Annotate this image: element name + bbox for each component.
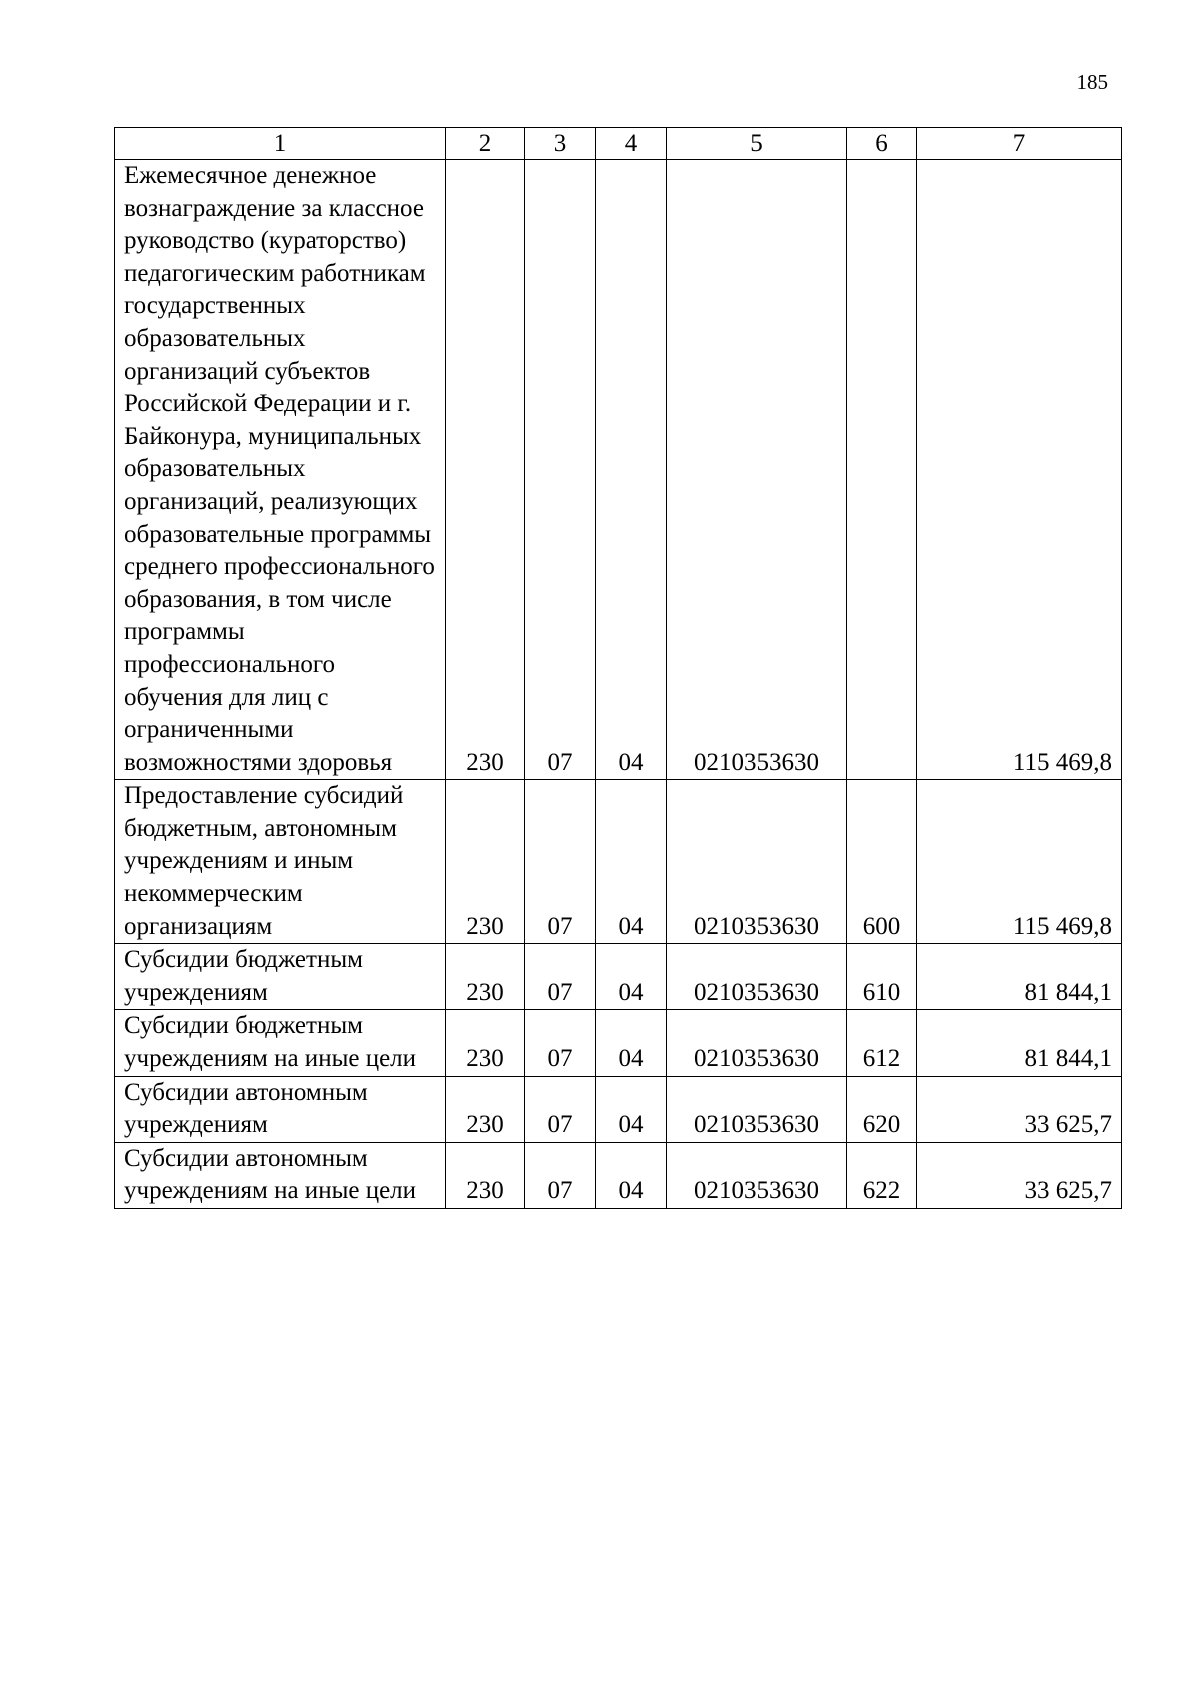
table-row	[115, 1142, 1122, 1208]
amount: 33 625,7	[917, 1142, 1122, 1208]
section-code: 07	[525, 780, 596, 944]
column-number-3: 3	[525, 128, 596, 160]
amount: 115 469,8	[917, 160, 1122, 780]
ministry-code: 230	[446, 160, 525, 780]
target-article-code: 0210353630	[667, 944, 847, 1010]
page-number: 185	[1076, 70, 1108, 94]
target-article-code: 0210353630	[667, 160, 847, 780]
ministry-code: 230	[446, 1076, 525, 1142]
column-number-1: 1	[115, 128, 446, 160]
column-number-row	[115, 128, 1122, 160]
ministry-code: 230	[446, 1142, 525, 1208]
expense-type-code: 612	[847, 1010, 917, 1076]
subsection-code: 04	[596, 160, 667, 780]
target-article-code: 0210353630	[667, 780, 847, 944]
row-name: Ежемесячное денежное вознаграждение за классное руководство (кураторство) педагогическим работникам государственных образовательных организаций субъектов Российской Федерации и г. Байконура, муниципальных образовательных организаций, реализующих образовательные программы среднего профессионального образования, в том числе программы профессионального обучения для лиц с ограниченными возможностями здоровья	[115, 160, 446, 780]
row-name: Субсидии автономным учреждениям	[115, 1076, 446, 1142]
expense-type-code: 622	[847, 1142, 917, 1208]
ministry-code: 230	[446, 1010, 525, 1076]
column-number-5: 5	[667, 128, 847, 160]
section-code: 07	[525, 1142, 596, 1208]
column-number-4: 4	[596, 128, 667, 160]
row-name: Субсидии бюджетным учреждениям	[115, 944, 446, 1010]
table-row	[115, 944, 1122, 1010]
table-row	[115, 1010, 1122, 1076]
expense-type-code: 610	[847, 944, 917, 1010]
section-code: 07	[525, 160, 596, 780]
target-article-code: 0210353630	[667, 1010, 847, 1076]
expense-type-code	[847, 160, 917, 780]
ministry-code: 230	[446, 780, 525, 944]
subsection-code: 04	[596, 1142, 667, 1208]
amount: 81 844,1	[917, 944, 1122, 1010]
subsection-code: 04	[596, 1010, 667, 1076]
subsection-code: 04	[596, 1076, 667, 1142]
row-name: Субсидии бюджетным учреждениям на иные цели	[115, 1010, 446, 1076]
row-name: Предоставление субсидий бюджетным, автономным учреждениям и иным некоммерческим организациям	[115, 780, 446, 944]
expense-type-code: 620	[847, 1076, 917, 1142]
expense-type-code: 600	[847, 780, 917, 944]
amount: 33 625,7	[917, 1076, 1122, 1142]
section-code: 07	[525, 1010, 596, 1076]
amount: 115 469,8	[917, 780, 1122, 944]
table-row	[115, 780, 1122, 944]
target-article-code: 0210353630	[667, 1076, 847, 1142]
column-number-7: 7	[917, 128, 1122, 160]
subsection-code: 04	[596, 780, 667, 944]
target-article-code: 0210353630	[667, 1142, 847, 1208]
section-code: 07	[525, 1076, 596, 1142]
column-number-2: 2	[446, 128, 525, 160]
amount: 81 844,1	[917, 1010, 1122, 1076]
section-code: 07	[525, 944, 596, 1010]
row-name: Субсидии автономным учреждениям на иные цели	[115, 1142, 446, 1208]
subsection-code: 04	[596, 944, 667, 1010]
column-number-6: 6	[847, 128, 917, 160]
table-row	[115, 160, 1122, 780]
ministry-code: 230	[446, 944, 525, 1010]
budget-table	[114, 127, 1122, 1209]
table-row	[115, 1076, 1122, 1142]
